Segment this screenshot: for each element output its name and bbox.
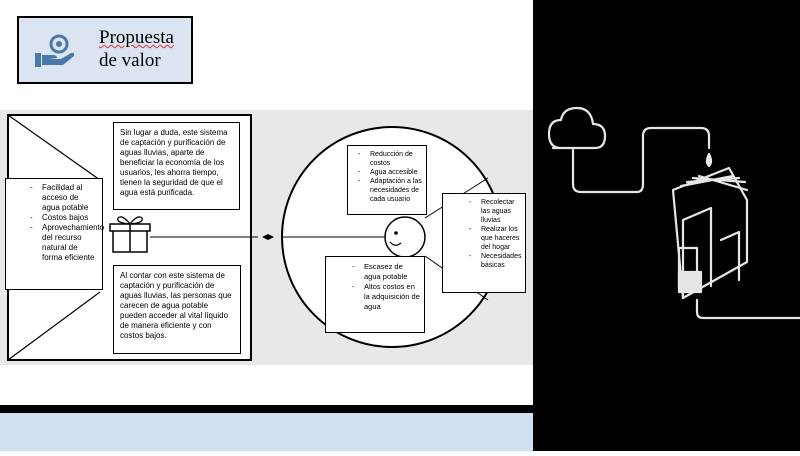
customer-jobs-box bbox=[442, 193, 526, 293]
gain-item: - Reducción de costos bbox=[370, 150, 423, 168]
gain-creator-item: - Facilidad al acceso de agua potable bbox=[42, 183, 98, 213]
gain-creator-item: - Aprovechamiento del recurso natural de forma eficiente bbox=[42, 223, 98, 263]
image-panel bbox=[533, 0, 800, 451]
pain-item: - Escasez de agua potable bbox=[364, 262, 420, 282]
cloud-water-house-icon bbox=[533, 0, 800, 451]
gain-item: - Adaptación a las necesidades de cada usuario bbox=[370, 177, 423, 204]
products-services-text: Sin lugar a duda, este sistema de captación y purificación de aguas lluvias, aparte de beneficiar la economía de los usuarios, les ahorra tiempo, tienen la seguridad de que el agua está purificada. bbox=[120, 128, 228, 197]
pain-relievers-box bbox=[113, 265, 241, 354]
gain-item: - Agua accesible bbox=[370, 168, 423, 177]
smiley-face-icon bbox=[385, 217, 425, 257]
customer-job-item: - Recolectar las aguas lluvias bbox=[481, 198, 522, 225]
title-line-1: Propuesta bbox=[99, 27, 174, 48]
arrow-right-icon bbox=[268, 234, 274, 240]
arrow-left-icon bbox=[262, 234, 268, 240]
customer-job-item: - Realizar los que haceres del hogar bbox=[481, 225, 522, 252]
products-services-box bbox=[113, 122, 240, 210]
footer-divider bbox=[0, 405, 533, 413]
pain-relievers-text: Al contar con este sistema de captación y purificación de aguas lluvias, las personas que carecen de agua potable pueden acceder al vital líquido de manera eficiente y con costos bajos. bbox=[120, 271, 232, 340]
gains-box bbox=[347, 145, 427, 215]
pain-item: - Altos costos en la adquisición de agua bbox=[364, 282, 420, 312]
gain-creators-box bbox=[5, 178, 103, 290]
customer-job-item: - Necesidades básicas bbox=[481, 252, 522, 270]
pains-box bbox=[325, 256, 425, 333]
title-line-2: de valor bbox=[99, 50, 161, 71]
gain-creator-item: - Costos bajos bbox=[42, 213, 98, 223]
footer-band bbox=[0, 413, 533, 451]
